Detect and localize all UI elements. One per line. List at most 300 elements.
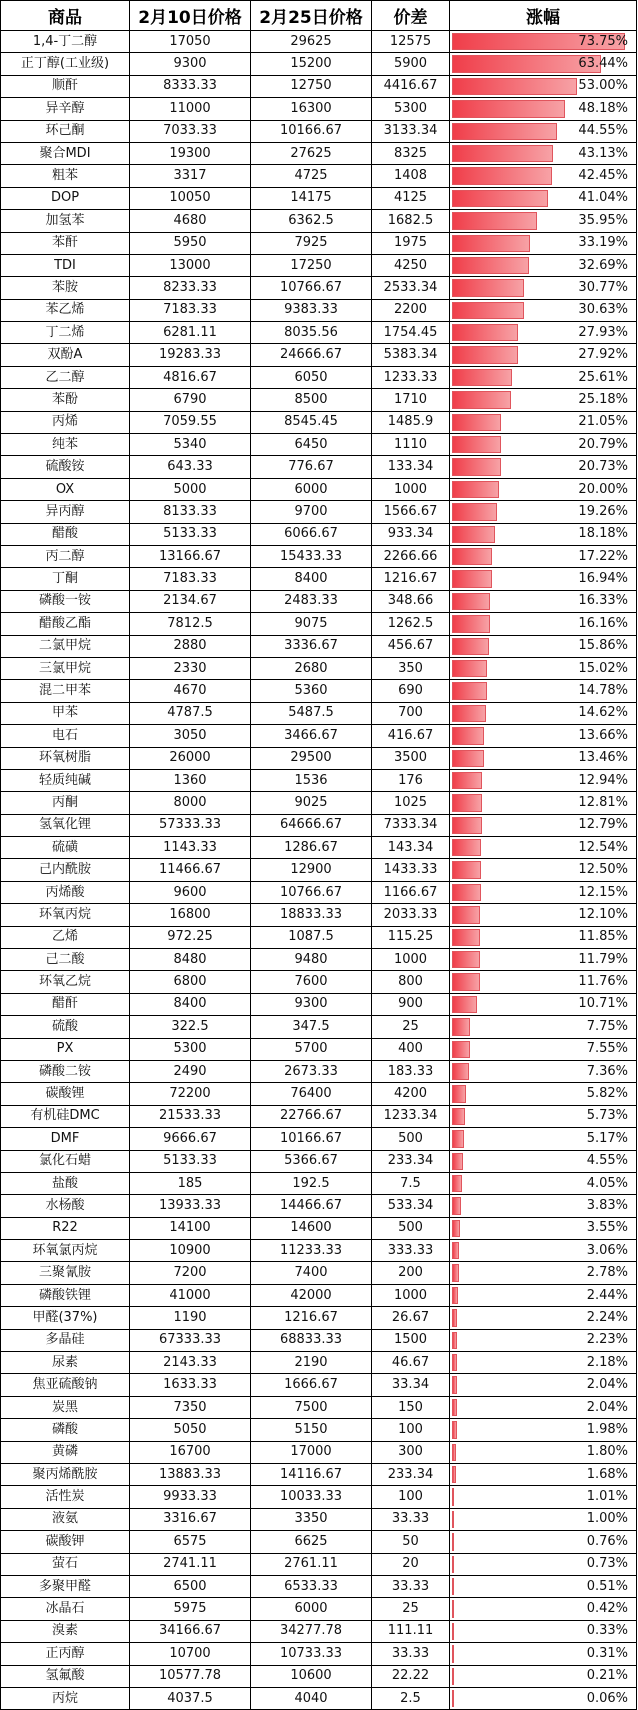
price-diff-cell: 12575 (372, 31, 450, 53)
price-feb25-cell: 9075 (251, 613, 372, 635)
change-bar (452, 1242, 459, 1259)
commodity-name-cell: DMF (1, 1128, 130, 1150)
price-feb10-cell: 7812.5 (130, 613, 251, 635)
price-diff-cell: 4200 (372, 1083, 450, 1105)
price-feb25-cell: 10766.67 (251, 881, 372, 903)
change-pct-text: 20.00% (578, 481, 628, 497)
table-row (1, 1508, 637, 1530)
change-pct-text: 32.69% (578, 257, 628, 273)
commodity-name-cell: PX (1, 1038, 130, 1060)
price-diff-cell: 1710 (372, 389, 450, 411)
table-row (1, 165, 637, 187)
table-row (1, 75, 637, 97)
price-feb10-cell: 13883.33 (130, 1464, 251, 1486)
table-row (1, 993, 637, 1015)
change-bar (452, 570, 492, 587)
change-pct-cell (450, 299, 637, 321)
commodity-name-cell: 水杨酸 (1, 1195, 130, 1217)
change-bar (452, 593, 490, 610)
table-row (1, 1352, 637, 1374)
change-pct-cell (450, 1307, 637, 1329)
change-bar (452, 1220, 460, 1237)
change-pct-cell (450, 635, 637, 657)
table-row (1, 1038, 637, 1060)
price-diff-cell: 300 (372, 1441, 450, 1463)
price-feb10-cell: 9600 (130, 881, 251, 903)
change-bar (452, 1264, 459, 1281)
table-row (1, 971, 637, 993)
table-row (1, 725, 637, 747)
change-pct-text: 16.94% (578, 571, 628, 587)
price-feb25-cell: 68833.33 (251, 1329, 372, 1351)
change-pct-text: 11.85% (578, 929, 628, 945)
commodity-name-cell: 多晶硅 (1, 1329, 130, 1351)
price-diff-cell: 4125 (372, 187, 450, 209)
price-feb25-cell: 27625 (251, 142, 372, 164)
price-diff-cell: 2033.33 (372, 904, 450, 926)
change-pct-text: 1.01% (586, 1489, 628, 1505)
change-pct-text: 20.73% (578, 459, 628, 475)
change-bar (452, 1130, 464, 1147)
price-feb10-cell: 4816.67 (130, 366, 251, 388)
commodity-name-cell: 聚合MDI (1, 142, 130, 164)
change-bar (452, 257, 529, 274)
change-pct-text: 63.44% (578, 56, 628, 72)
commodity-name-cell: 环己酮 (1, 120, 130, 142)
change-pct-text: 3.55% (586, 1220, 628, 1236)
commodity-name-cell: 碳酸锂 (1, 1083, 130, 1105)
change-pct-cell (450, 1620, 637, 1642)
commodity-name-cell: 苯乙烯 (1, 299, 130, 321)
change-bar (452, 1623, 454, 1640)
change-pct-text: 30.63% (578, 302, 628, 318)
change-bar (452, 1444, 456, 1461)
table-row (1, 881, 637, 903)
price-feb10-cell: 5133.33 (130, 1150, 251, 1172)
price-feb25-cell: 1216.67 (251, 1307, 372, 1329)
change-pct-text: 12.81% (578, 794, 628, 810)
price-feb10-cell: 11466.67 (130, 859, 251, 881)
price-diff-cell: 1566.67 (372, 501, 450, 523)
change-pct-text: 2.04% (586, 1377, 628, 1393)
change-pct-cell (450, 792, 637, 814)
change-pct-cell (450, 1128, 637, 1150)
change-pct-cell (450, 1217, 637, 1239)
commodity-name-cell: 粗苯 (1, 165, 130, 187)
price-diff-cell: 25 (372, 1016, 450, 1038)
change-pct-cell (450, 1150, 637, 1172)
price-feb10-cell: 19300 (130, 142, 251, 164)
price-feb10-cell: 5050 (130, 1419, 251, 1441)
change-pct-text: 1.98% (586, 1421, 628, 1437)
commodity-name-cell: 磷酸 (1, 1419, 130, 1441)
table-row (1, 702, 637, 724)
price-feb25-cell: 34277.78 (251, 1620, 372, 1642)
price-diff-cell: 33.33 (372, 1643, 450, 1665)
price-feb25-cell: 12900 (251, 859, 372, 881)
price-feb25-cell: 7500 (251, 1396, 372, 1418)
price-feb25-cell: 776.67 (251, 456, 372, 478)
table-row (1, 232, 637, 254)
price-feb10-cell: 34166.67 (130, 1620, 251, 1642)
change-pct-text: 4.05% (586, 1175, 628, 1191)
price-feb25-cell: 9700 (251, 501, 372, 523)
change-bar (452, 503, 497, 520)
price-feb25-cell: 3336.67 (251, 635, 372, 657)
change-pct-cell (450, 165, 637, 187)
price-diff-cell: 900 (372, 993, 450, 1015)
header-change-pct: 涨幅 (450, 1, 637, 31)
price-feb10-cell: 16800 (130, 904, 251, 926)
change-pct-text: 25.61% (578, 369, 628, 385)
change-pct-text: 48.18% (578, 100, 628, 116)
change-pct-text: 1.00% (586, 1511, 628, 1527)
change-bar (452, 279, 524, 296)
price-diff-cell: 111.11 (372, 1620, 450, 1642)
change-pct-cell (450, 53, 637, 75)
price-feb25-cell: 9480 (251, 949, 372, 971)
commodity-name-cell: 醋酸 (1, 523, 130, 545)
price-feb10-cell: 8333.33 (130, 75, 251, 97)
price-feb25-cell: 15433.33 (251, 545, 372, 567)
price-diff-cell: 5300 (372, 98, 450, 120)
change-pct-text: 11.76% (578, 974, 628, 990)
change-pct-text: 2.18% (586, 1354, 628, 1370)
header-price-feb10: 2月10日价格 (130, 1, 251, 31)
change-pct-cell (450, 187, 637, 209)
table-row (1, 1240, 637, 1262)
change-pct-cell (450, 949, 637, 971)
price-feb10-cell: 8480 (130, 949, 251, 971)
change-pct-text: 27.93% (578, 324, 628, 340)
price-diff-cell: 2200 (372, 299, 450, 321)
price-feb25-cell: 4725 (251, 165, 372, 187)
commodity-name-cell: 萤石 (1, 1553, 130, 1575)
price-feb25-cell: 4040 (251, 1687, 372, 1709)
price-feb25-cell: 6533.33 (251, 1575, 372, 1597)
table-row (1, 456, 637, 478)
change-pct-text: 1.80% (586, 1444, 628, 1460)
change-bar (452, 302, 524, 319)
change-bar (452, 78, 577, 95)
price-diff-cell: 1233.33 (372, 366, 450, 388)
table-row (1, 389, 637, 411)
change-bar (452, 839, 481, 856)
change-bar (452, 190, 548, 207)
price-feb10-cell: 19283.33 (130, 344, 251, 366)
price-feb10-cell: 14100 (130, 1217, 251, 1239)
change-bar (452, 145, 553, 162)
commodity-name-cell: 活性炭 (1, 1486, 130, 1508)
commodity-name-cell: 硫酸铵 (1, 456, 130, 478)
commodity-name-cell: 乙烯 (1, 926, 130, 948)
change-pct-cell (450, 926, 637, 948)
commodity-name-cell: R22 (1, 1217, 130, 1239)
table-row (1, 1620, 637, 1642)
change-bar (452, 1018, 470, 1035)
change-pct-text: 5.73% (586, 1108, 628, 1124)
price-feb25-cell: 7600 (251, 971, 372, 993)
change-bar (452, 324, 518, 341)
change-pct-text: 21.05% (578, 414, 628, 430)
commodity-name-cell: 硫磺 (1, 837, 130, 859)
price-feb25-cell: 22766.67 (251, 1105, 372, 1127)
price-diff-cell: 416.67 (372, 725, 450, 747)
commodity-name-cell: 尿素 (1, 1352, 130, 1374)
price-diff-cell: 800 (372, 971, 450, 993)
price-feb25-cell: 10166.67 (251, 120, 372, 142)
commodity-name-cell: DOP (1, 187, 130, 209)
commodity-name-cell: 己内酰胺 (1, 859, 130, 881)
price-feb10-cell: 2741.11 (130, 1553, 251, 1575)
change-pct-cell (450, 814, 637, 836)
table-row (1, 1172, 637, 1194)
change-bar (452, 167, 552, 184)
change-pct-cell (450, 1508, 637, 1530)
change-pct-cell (450, 411, 637, 433)
change-pct-text: 17.22% (578, 548, 628, 564)
table-row (1, 344, 637, 366)
change-bar (452, 1578, 454, 1595)
price-diff-cell: 3133.34 (372, 120, 450, 142)
price-feb25-cell: 192.5 (251, 1172, 372, 1194)
table-row (1, 657, 637, 679)
change-pct-cell (450, 1598, 637, 1620)
change-bar (452, 906, 480, 923)
change-pct-text: 11.79% (578, 951, 628, 967)
change-pct-text: 33.19% (578, 235, 628, 251)
price-feb25-cell: 8400 (251, 568, 372, 590)
change-pct-cell (450, 1441, 637, 1463)
price-feb10-cell: 13933.33 (130, 1195, 251, 1217)
commodity-name-cell: 苯酚 (1, 389, 130, 411)
change-pct-cell (450, 344, 637, 366)
table-row (1, 1396, 637, 1418)
price-feb25-cell: 42000 (251, 1284, 372, 1306)
change-bar (452, 548, 492, 565)
table-row (1, 792, 637, 814)
table-row (1, 31, 637, 53)
price-diff-cell: 333.33 (372, 1240, 450, 1262)
commodity-name-cell: 碳酸钾 (1, 1531, 130, 1553)
price-feb25-cell: 6362.5 (251, 210, 372, 232)
change-pct-text: 25.18% (578, 391, 628, 407)
price-feb10-cell: 7350 (130, 1396, 251, 1418)
change-pct-text: 0.76% (586, 1533, 628, 1549)
price-feb25-cell: 7925 (251, 232, 372, 254)
price-feb10-cell: 1360 (130, 769, 251, 791)
change-pct-cell (450, 478, 637, 500)
price-diff-cell: 1500 (372, 1329, 450, 1351)
commodity-name-cell: 磷酸二铵 (1, 1060, 130, 1082)
price-feb25-cell: 5487.5 (251, 702, 372, 724)
price-diff-cell: 1166.67 (372, 881, 450, 903)
change-pct-text: 0.51% (586, 1578, 628, 1594)
commodity-name-cell: 混二甲苯 (1, 680, 130, 702)
commodity-name-cell: 冰晶石 (1, 1598, 130, 1620)
price-feb10-cell: 2880 (130, 635, 251, 657)
price-feb10-cell: 4680 (130, 210, 251, 232)
change-bar (452, 235, 530, 252)
change-pct-text: 1.68% (586, 1466, 628, 1482)
change-bar (452, 1197, 461, 1214)
price-diff-cell: 1000 (372, 1284, 450, 1306)
change-pct-text: 16.33% (578, 593, 628, 609)
change-bar (452, 750, 484, 767)
change-bar (452, 1556, 454, 1573)
table-row (1, 747, 637, 769)
header-price-feb25: 2月25日价格 (251, 1, 372, 31)
change-pct-cell (450, 232, 637, 254)
price-feb25-cell: 10033.33 (251, 1486, 372, 1508)
price-feb25-cell: 64666.67 (251, 814, 372, 836)
table-row (1, 1217, 637, 1239)
change-pct-text: 2.78% (586, 1265, 628, 1281)
change-pct-text: 12.15% (578, 884, 628, 900)
price-feb25-cell: 6050 (251, 366, 372, 388)
price-feb10-cell: 11000 (130, 98, 251, 120)
change-pct-cell (450, 657, 637, 679)
commodity-name-cell: 三聚氰胺 (1, 1262, 130, 1284)
table-row (1, 1643, 637, 1665)
change-bar (452, 660, 487, 677)
change-pct-text: 3.83% (586, 1198, 628, 1213)
price-feb25-cell: 8035.56 (251, 322, 372, 344)
price-diff-cell: 233.34 (372, 1464, 450, 1486)
price-diff-cell: 456.67 (372, 635, 450, 657)
table-row (1, 949, 637, 971)
change-pct-cell (450, 859, 637, 881)
table-row (1, 1016, 637, 1038)
price-feb10-cell: 6500 (130, 1575, 251, 1597)
change-bar (452, 682, 487, 699)
table-row (1, 590, 637, 612)
change-bar (452, 1175, 462, 1192)
price-feb25-cell: 14175 (251, 187, 372, 209)
commodity-name-cell: 正丁醇(工业级) (1, 53, 130, 75)
price-feb10-cell: 2490 (130, 1060, 251, 1082)
price-feb10-cell: 8133.33 (130, 501, 251, 523)
price-feb25-cell: 29625 (251, 31, 372, 53)
price-diff-cell: 1233.34 (372, 1105, 450, 1127)
price-feb10-cell: 6575 (130, 1531, 251, 1553)
price-diff-cell: 2533.34 (372, 277, 450, 299)
change-bar (452, 1399, 457, 1416)
price-feb25-cell: 5700 (251, 1038, 372, 1060)
price-feb10-cell: 72200 (130, 1083, 251, 1105)
change-bar (452, 794, 482, 811)
price-diff-cell: 700 (372, 702, 450, 724)
table-row (1, 1419, 637, 1441)
change-pct-cell (450, 904, 637, 926)
price-feb10-cell: 3050 (130, 725, 251, 747)
table-row (1, 1262, 637, 1284)
change-pct-text: 10.71% (578, 996, 628, 1012)
commodity-name-cell: 丁酮 (1, 568, 130, 590)
price-feb10-cell: 9666.67 (130, 1128, 251, 1150)
change-bar (452, 705, 486, 722)
change-pct-text: 16.16% (578, 615, 628, 631)
table-row (1, 142, 637, 164)
commodity-name-cell: 磷酸铁锂 (1, 1284, 130, 1306)
change-bar (452, 1309, 457, 1326)
change-bar (452, 1108, 465, 1125)
change-bar (452, 638, 489, 655)
price-diff-cell: 2266.66 (372, 545, 450, 567)
commodity-name-cell: 丁二烯 (1, 322, 130, 344)
price-diff-cell: 500 (372, 1128, 450, 1150)
price-diff-cell: 1262.5 (372, 613, 450, 635)
change-pct-text: 30.77% (578, 279, 628, 295)
price-feb10-cell: 2134.67 (130, 590, 251, 612)
price-diff-cell: 1433.33 (372, 859, 450, 881)
commodity-name-cell: 氯化石蜡 (1, 1150, 130, 1172)
price-feb25-cell: 6450 (251, 434, 372, 456)
price-feb25-cell: 10766.67 (251, 277, 372, 299)
table-row (1, 1575, 637, 1597)
change-bar (452, 1063, 469, 1080)
commodity-name-cell: 加氢苯 (1, 210, 130, 232)
price-feb25-cell: 15200 (251, 53, 372, 75)
commodity-name-cell: 有机硅DMC (1, 1105, 130, 1127)
change-pct-cell (450, 1486, 637, 1508)
change-pct-text: 20.79% (578, 436, 628, 452)
change-pct-text: 7.55% (586, 1041, 628, 1057)
commodity-name-cell: 双酚A (1, 344, 130, 366)
change-pct-cell (450, 277, 637, 299)
price-feb25-cell: 76400 (251, 1083, 372, 1105)
change-pct-cell (450, 31, 637, 53)
commodity-name-cell: 醋酸乙酯 (1, 613, 130, 635)
commodity-name-cell: 1,4-丁二醇 (1, 31, 130, 53)
change-pct-text: 27.92% (578, 347, 628, 363)
change-pct-cell (450, 1172, 637, 1194)
change-bar (452, 1466, 456, 1483)
price-diff-cell: 1754.45 (372, 322, 450, 344)
price-diff-cell: 200 (372, 1262, 450, 1284)
price-feb25-cell: 8545.45 (251, 411, 372, 433)
price-diff-cell: 4416.67 (372, 75, 450, 97)
price-feb10-cell: 4670 (130, 680, 251, 702)
table-row (1, 568, 637, 590)
change-pct-cell (450, 1419, 637, 1441)
commodity-name-cell: 电石 (1, 725, 130, 747)
table-row (1, 1687, 637, 1709)
change-bar (452, 772, 482, 789)
price-diff-cell: 100 (372, 1419, 450, 1441)
commodity-name-cell: 炭黑 (1, 1396, 130, 1418)
price-diff-cell: 143.34 (372, 837, 450, 859)
change-pct-text: 18.18% (578, 526, 628, 542)
price-feb10-cell: 10700 (130, 1643, 251, 1665)
table-row (1, 1060, 637, 1082)
price-feb25-cell: 9025 (251, 792, 372, 814)
change-bar (452, 1511, 454, 1528)
change-pct-cell (450, 545, 637, 567)
change-pct-cell (450, 993, 637, 1015)
price-feb10-cell: 5340 (130, 434, 251, 456)
change-pct-text: 19.26% (578, 503, 628, 519)
price-feb25-cell: 16300 (251, 98, 372, 120)
commodity-name-cell: OX (1, 478, 130, 500)
price-feb10-cell: 26000 (130, 747, 251, 769)
table-row (1, 1374, 637, 1396)
change-pct-text: 42.45% (578, 168, 628, 184)
price-feb25-cell: 2673.33 (251, 1060, 372, 1082)
change-pct-cell (450, 1352, 637, 1374)
price-feb10-cell: 21533.33 (130, 1105, 251, 1127)
change-pct-cell (450, 1329, 637, 1351)
